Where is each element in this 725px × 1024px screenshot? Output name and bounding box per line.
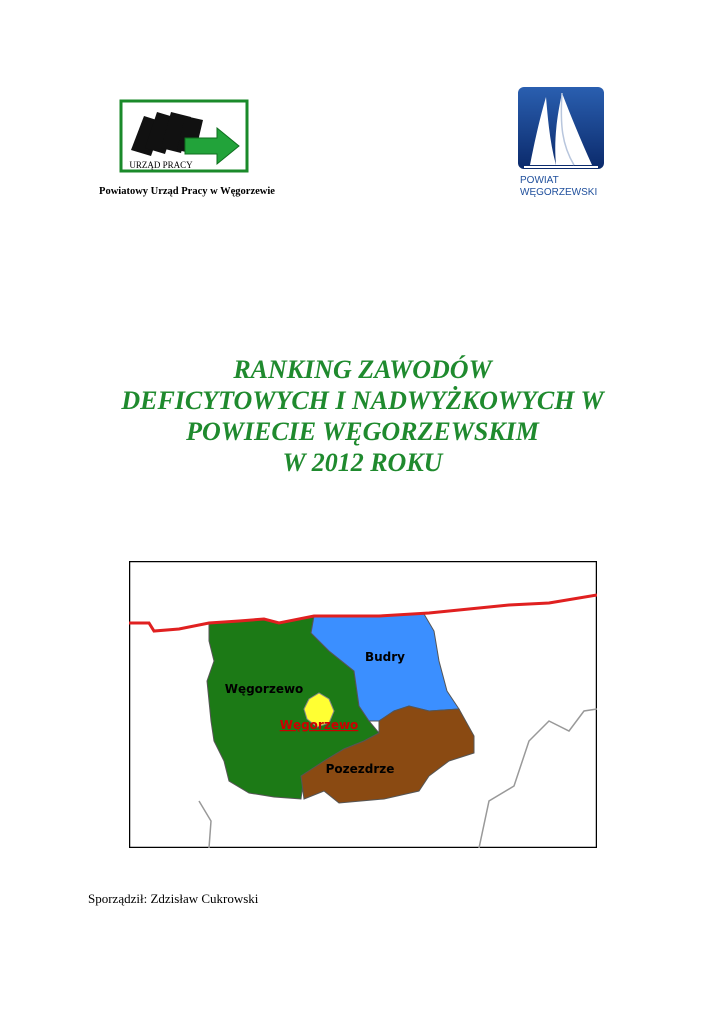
region-label-budry: Budry: [364, 650, 406, 664]
title-line: DEFICYTOWYCH I NADWYŻKOWYCH W: [121, 386, 604, 415]
logo-text-line2: WĘGORZEWSKI: [520, 187, 598, 198]
logo-badge-text: URZĄD PRACY: [129, 160, 193, 170]
region-label-wegorzewo-city: Węgorzewo: [279, 718, 359, 732]
region-label-wegorzewo: Węgorzewo: [224, 682, 304, 696]
logo-text-line1: POWIAT: [520, 175, 559, 186]
title-line: W 2012 ROKU: [282, 448, 443, 477]
region-label-pozezdrze: Pozezdrze: [325, 762, 395, 776]
powiat-wegorzewski-logo: [516, 85, 606, 200]
county-map: [129, 561, 597, 848]
document-title: [40, 354, 685, 478]
title-line: POWIECIE WĘGORZEWSKIM: [186, 417, 539, 446]
title-line: RANKING ZAWODÓW: [233, 355, 492, 384]
logo-caption: Powiatowy Urząd Pracy w Węgorzewie: [99, 186, 275, 197]
author-line: Sporządził: Zdzisław Cukrowski: [88, 891, 259, 906]
urzad-pracy-logo: [89, 98, 279, 184]
